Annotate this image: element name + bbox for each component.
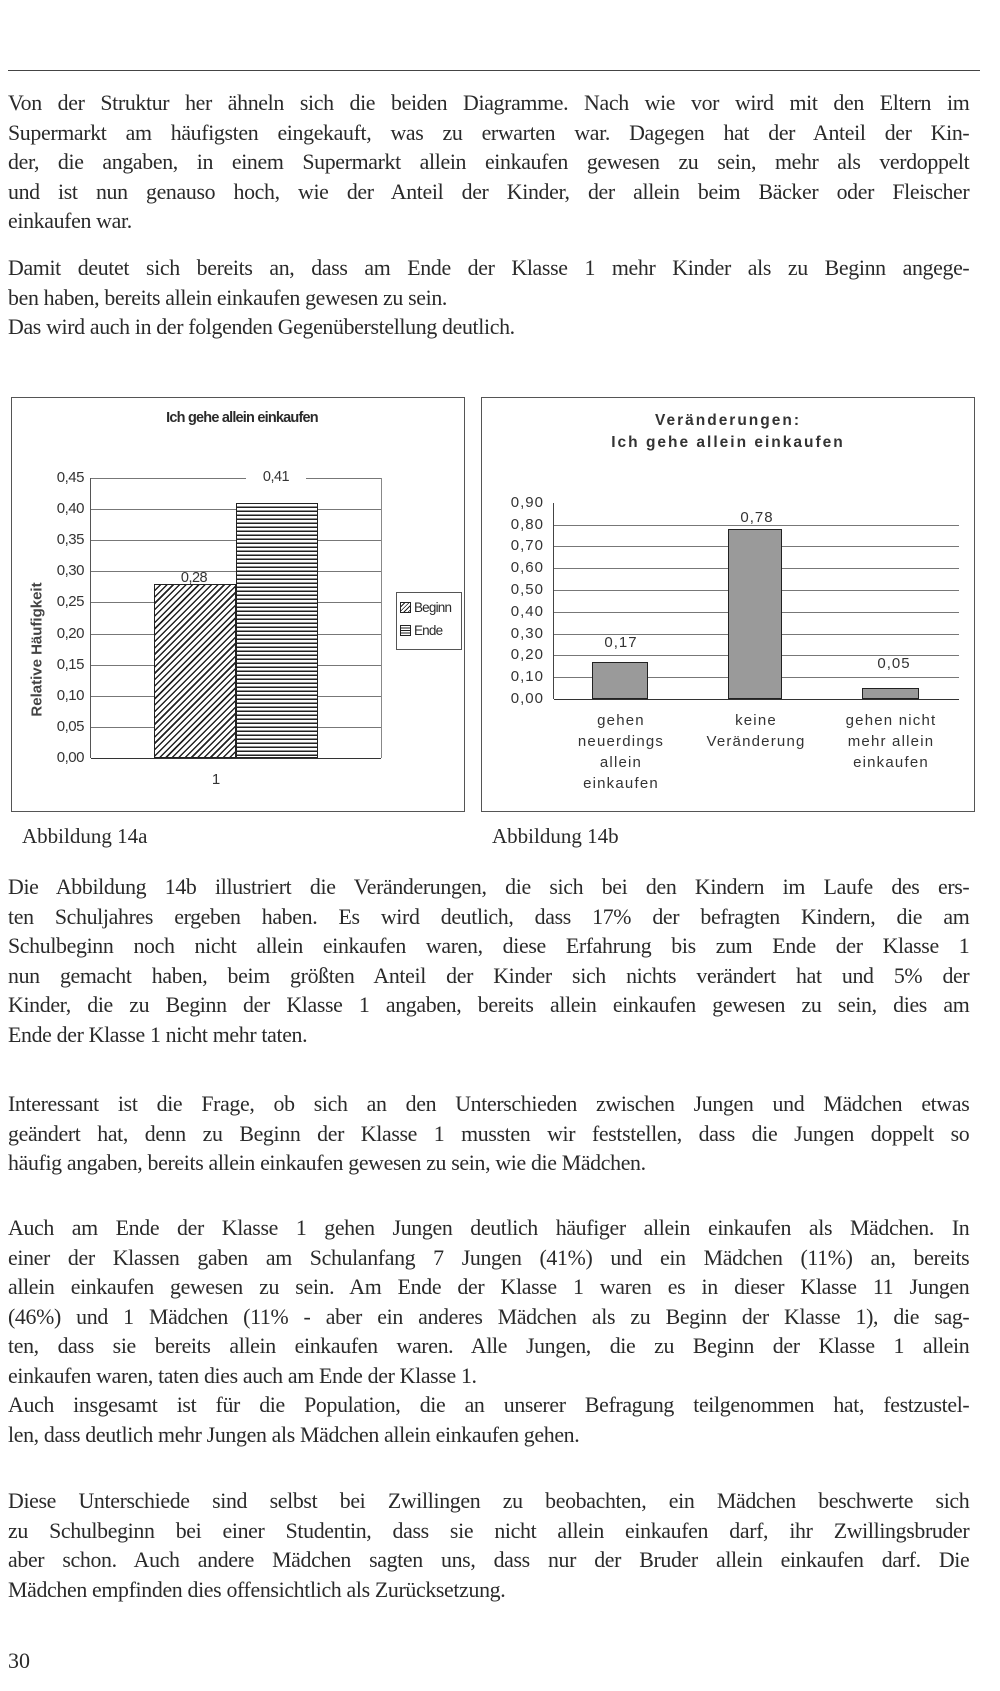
text-line: allein einkaufen gewesen zu sein. Am Ende der Klasse 1 waren es in dieser Klasse 11 Jungen [8, 1274, 970, 1299]
text-line: Auch am Ende der Klasse 1 gehen Jungen deutlich häufiger allein einkaufen als Mädchen. In [8, 1215, 970, 1240]
chart-title: Ich gehe allein einkaufen [166, 410, 318, 426]
bar-ende [236, 503, 318, 758]
y-tick: 0,70 [510, 537, 544, 554]
legend [396, 592, 462, 650]
y-tick: 0,30 [510, 625, 544, 642]
y-tick: 0,10 [56, 687, 84, 704]
text-line: len, dass deutlich mehr Jungen als Mädchen allein einkaufen gehen. [8, 1421, 580, 1447]
x-tick-label: 1 [211, 771, 221, 788]
bar-nicht-mehr [862, 688, 919, 699]
label-line: keine [735, 712, 777, 729]
label-line: gehen nicht [845, 712, 937, 729]
y-tick: 0,10 [510, 668, 544, 685]
paragraph-3 [8, 872, 969, 1049]
paragraph-5 [8, 1213, 969, 1449]
text-line: Auch insgesamt ist für die Population, die an unserer Befragung teilgenommen hat, festzustel- [8, 1392, 970, 1417]
y-tick: 0,60 [510, 559, 544, 576]
header-rule [8, 70, 980, 71]
caption-14a: Abbildung 14a [22, 824, 148, 848]
data-label-keine: 0,78 [740, 509, 774, 526]
label-line: einkaufen [853, 754, 929, 771]
y-tick: 0,80 [510, 516, 544, 533]
text-line: Mädchen empfinden dies offensichtlich als Zurücksetzung. [8, 1576, 506, 1602]
text-line: geändert hat, denn zu Beginn der Klasse 1 mussten wir feststellen, dass die Jungen doppelt so [8, 1120, 970, 1146]
data-label-nicht-mehr: 0,05 [877, 655, 911, 672]
x-category-label [551, 710, 691, 794]
paragraph-2 [8, 253, 969, 342]
y-tick: 0,45 [56, 469, 84, 486]
chart-14b [481, 397, 975, 812]
text-line: zu Schulbeginn bei einer Studentin, dass sie nicht allein einkaufen darf, ihr Zwillingsbruder [8, 1517, 970, 1543]
label-line: gehen [597, 712, 645, 729]
text-line: Von der Struktur her ähneln sich die beiden Diagramme. Nach wie vor wird mit den Eltern im [8, 90, 970, 115]
text-line: (46%) und 1 Mädchen (11% - aber ein anderes Mädchen als zu Beginn der Klasse 1), die sag- [8, 1303, 970, 1329]
legend-label: Ende [413, 623, 443, 638]
text-line: einkaufen war. [8, 208, 132, 233]
chart-14a [11, 397, 465, 812]
text-line: häufig angaben, bereits allein einkaufen gewesen zu sein, wie die Mädchen. [8, 1150, 646, 1175]
paragraph-6 [8, 1486, 969, 1604]
y-tick: 0,20 [56, 625, 84, 642]
text-line: einer der Klassen gaben am Schulanfang 7 Jungen (41%) und ein Mädchen (11%) an, bereits [8, 1244, 970, 1270]
text-line: Supermarkt am häufigsten eingekauft, was zu erwarten war. Dagegen hat der Anteil der Kin- [8, 119, 970, 145]
legend-item-ende [400, 623, 442, 638]
horizontal-lines-swatch-icon [400, 625, 411, 636]
label-line: mehr allein [847, 733, 935, 750]
plot-area-14a [90, 478, 382, 758]
legend-label: Beginn [413, 600, 452, 615]
text-line: einkaufen waren, taten dies auch am Ende der Klasse 1. [8, 1362, 477, 1388]
x-category-label [821, 710, 961, 773]
bar-beginn [154, 584, 236, 758]
text-line: aber schon. Auch andere Mädchen sagten uns, dass nur der Bruder allein einkaufen darf. Die [8, 1547, 970, 1572]
text-line: nun gemacht haben, beim größten Anteil der Kinder sich nichts verändert hat und 5% der [8, 962, 970, 988]
text-line: Das wird auch in der folgenden Gegenüberstellung deutlich. [8, 314, 515, 339]
text-line: ten, dass sie bereits allein einkaufen waren. Alle Jungen, die zu Beginn der Klasse 1 allein [8, 1333, 970, 1358]
y-tick: 0,30 [56, 562, 84, 579]
label-line: einkaufen [583, 775, 659, 792]
text-line: Die Abbildung 14b illustriert die Veränderungen, die sich bei den Kindern im Laufe des ers- [8, 874, 970, 899]
text-line: und ist nun genauso hoch, wie der Anteil der Kinder, der allein beim Bäcker oder Fleischer [8, 178, 970, 204]
chart-title-line: Veränderungen: [655, 412, 801, 429]
text-line: Schulbeginn noch nicht allein einkaufen waren, diese Erfahrung bis zum Ende der Klasse 1 [8, 933, 970, 958]
chart-title-line: Ich gehe allein einkaufen [611, 434, 845, 451]
data-label-ende: 0,41 [246, 469, 306, 485]
data-label-neuerdings: 0,17 [604, 634, 638, 651]
chart-title [482, 410, 974, 454]
y-tick: 0,20 [510, 646, 544, 663]
label-line: allein [599, 754, 643, 771]
text-line: Interessant ist die Frage, ob sich an den Unterschieden zwischen Jungen und Mädchen etwas [8, 1091, 970, 1116]
bar-keine-veraenderung [728, 529, 782, 699]
y-tick: 0,35 [56, 531, 84, 548]
y-tick: 0,40 [510, 603, 544, 620]
x-axis [91, 758, 381, 759]
text-line: Damit deutet sich bereits an, dass am Ende der Klasse 1 mehr Kinder als zu Beginn angege- [8, 255, 970, 280]
label-line: neuerdings [577, 733, 665, 750]
page-number: 30 [8, 1648, 30, 1673]
paragraph-4 [8, 1089, 969, 1178]
text-line: Ende der Klasse 1 nicht mehr taten. [8, 1021, 308, 1047]
y-tick: 0,40 [56, 500, 84, 517]
x-axis [554, 699, 959, 700]
y-tick: 0,00 [56, 749, 84, 766]
y-tick: 0,15 [56, 656, 84, 673]
label-line: Veränderung [706, 733, 806, 750]
y-tick: 0,05 [56, 718, 84, 735]
diagonal-hatch-swatch-icon [400, 602, 411, 613]
y-tick: 0,00 [510, 690, 544, 707]
legend-item-beginn [400, 600, 451, 615]
text-line: der, die angaben, in einem Supermarkt allein einkaufen gewesen zu sein, mehr als verdoppelt [8, 149, 970, 174]
y-tick: 0,50 [510, 581, 544, 598]
y-tick: 0,90 [510, 494, 544, 511]
text-line: ten Schuljahres ergeben haben. Es wird deutlich, dass 17% der befragten Kindern, die am [8, 903, 970, 929]
text-line: Kinder, die zu Beginn der Klasse 1 angaben, bereits allein einkaufen gewesen zu sein, dies am [8, 992, 970, 1017]
x-category-label [686, 710, 826, 752]
y-tick: 0,25 [56, 593, 84, 610]
data-label-beginn: 0,28 [180, 570, 208, 586]
bar-neuerdings [592, 662, 648, 699]
gridline [91, 478, 381, 479]
paragraph-1 [8, 88, 969, 236]
text-line: ben haben, bereits allein einkaufen gewesen zu sein. [8, 284, 448, 310]
text-line: Diese Unterschiede sind selbst bei Zwillingen zu beobachten, ein Mädchen beschwerte sich [8, 1488, 970, 1513]
caption-14b: Abbildung 14b [492, 824, 619, 848]
y-axis-label: Relative Häufigkeit [28, 582, 46, 717]
